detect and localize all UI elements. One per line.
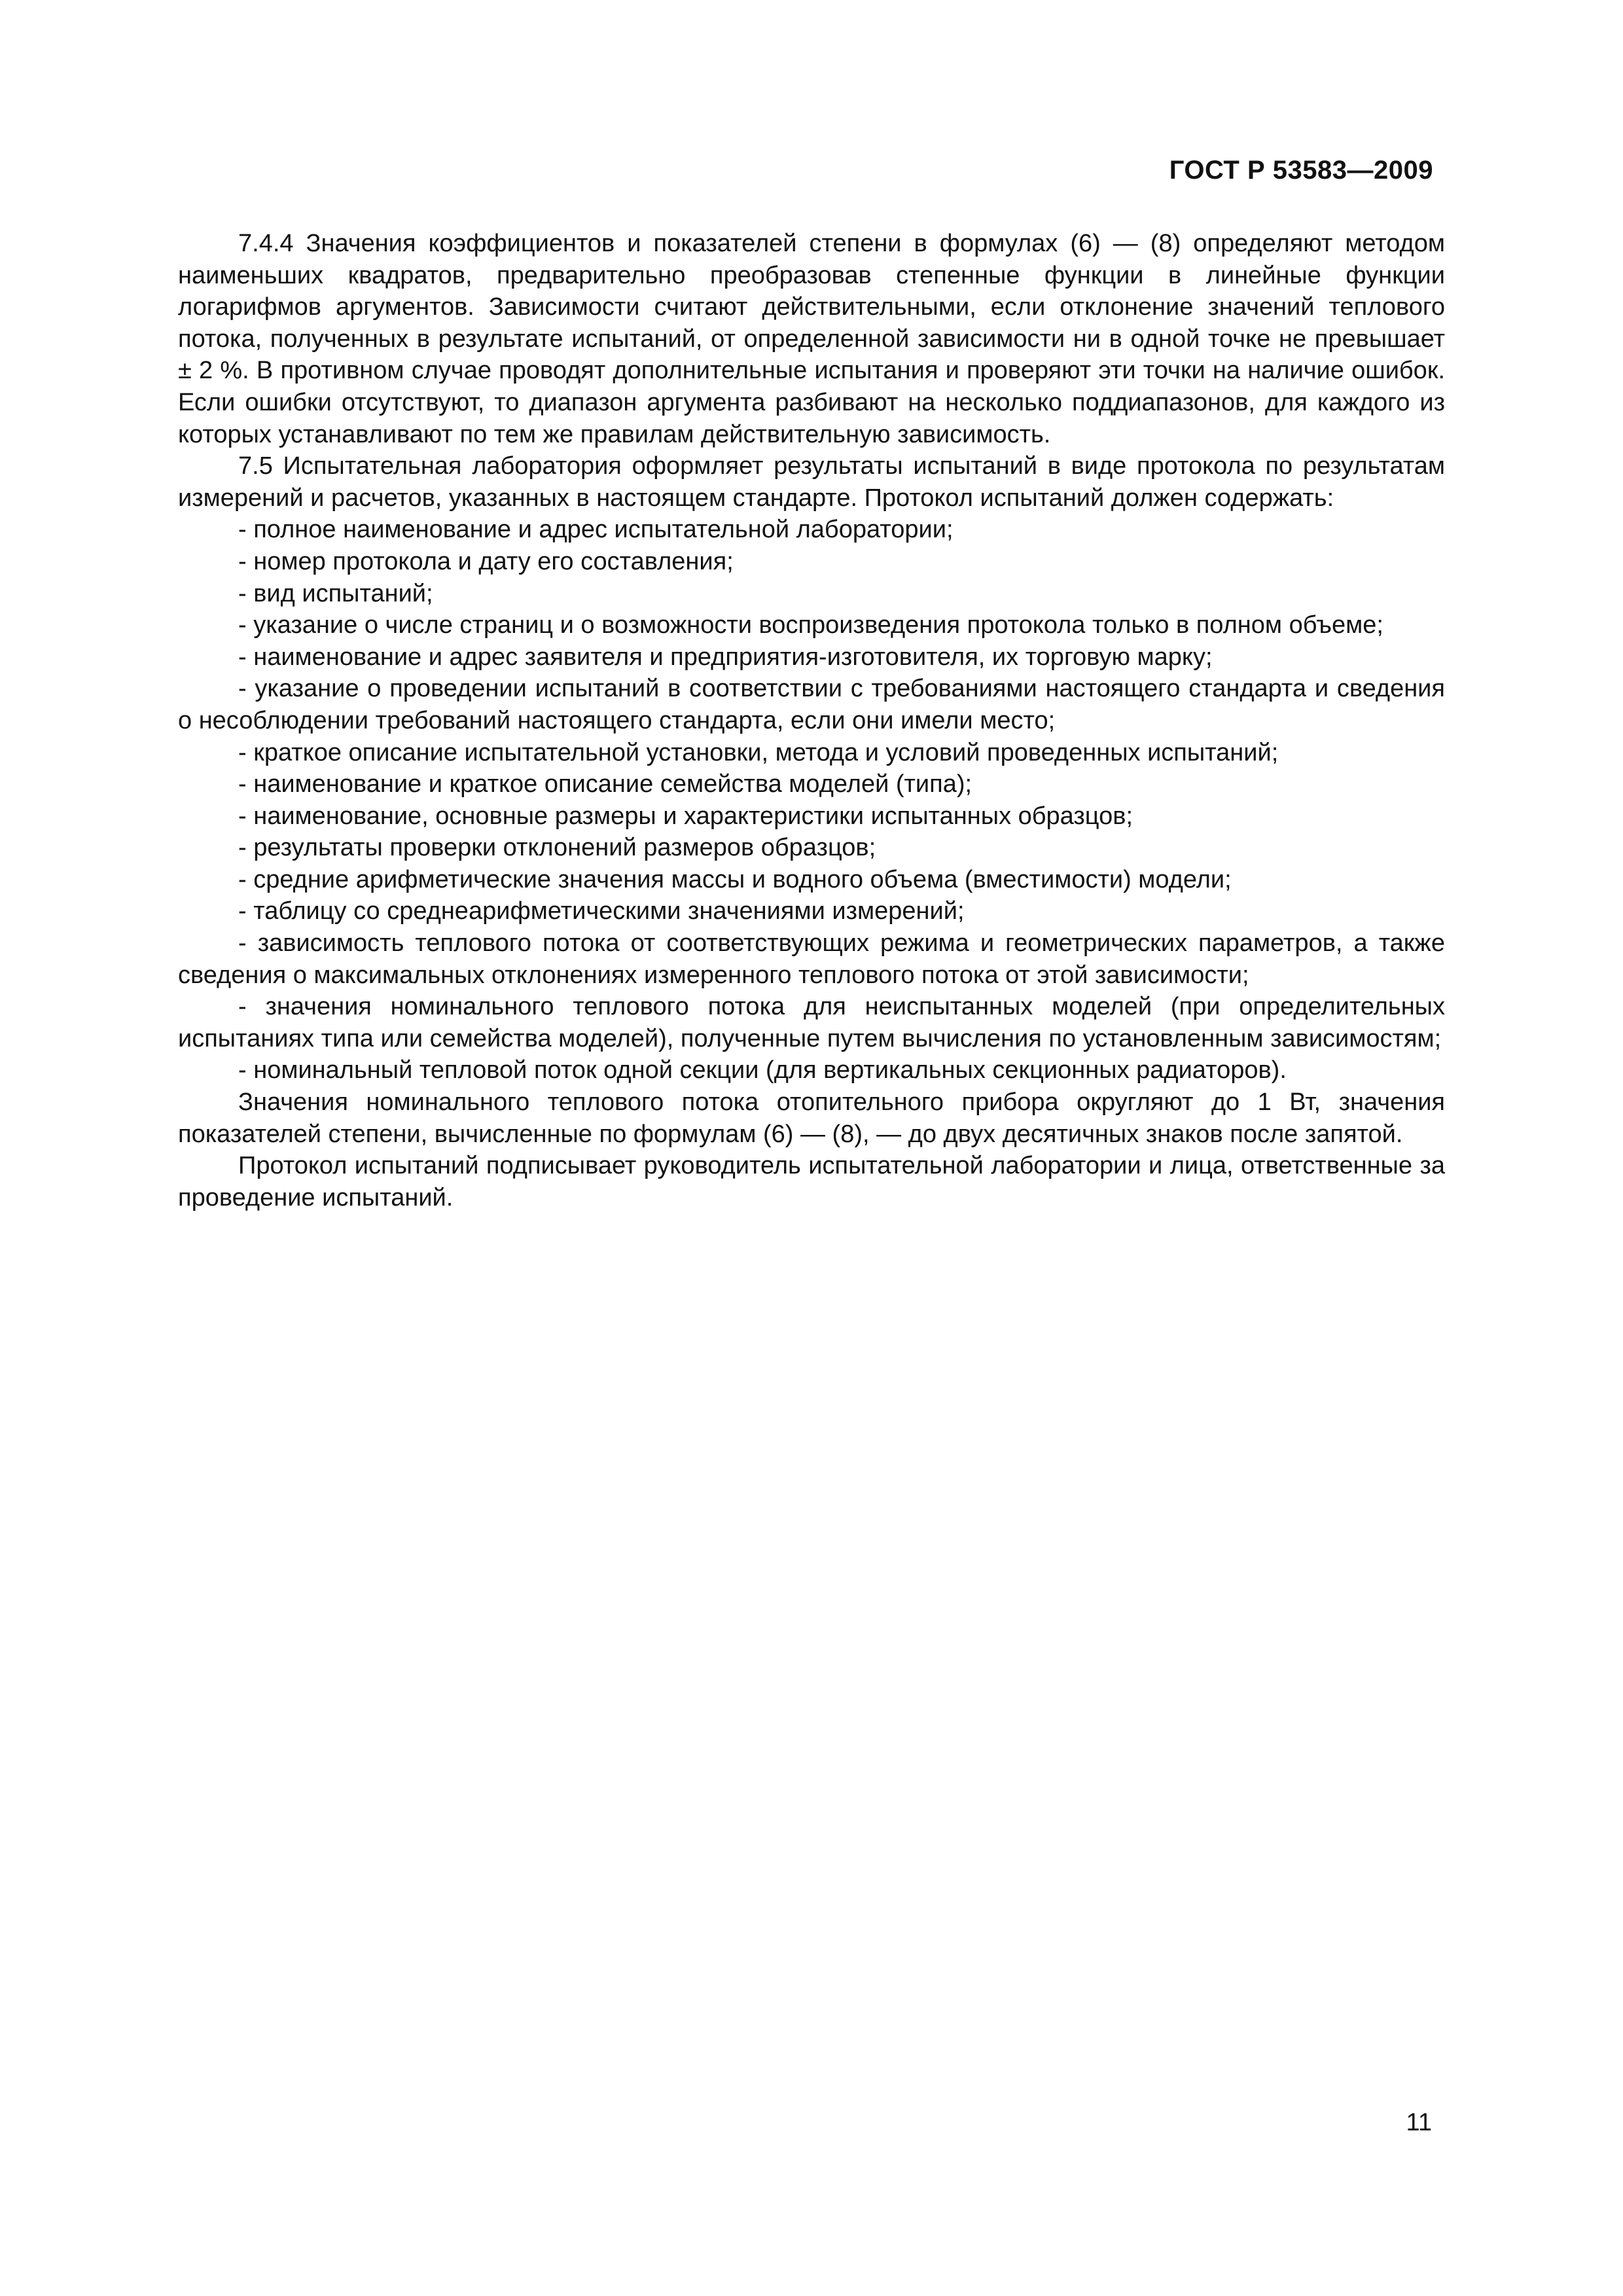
- list-item: - таблицу со среднеарифметическими значениями измерений;: [238, 897, 965, 925]
- paragraph-7-5: 7.5 Испытательная лаборатория оформляет результаты испытаний в виде протокола по результатам измерений и расчетов, указанных в настоящем стандарте. Протокол испытаний должен содержать:: [178, 452, 1445, 512]
- list-item: - полное наименование и адрес испытательной лаборатории;: [238, 516, 954, 544]
- list-item: - значения номинального теплового потока для неиспытанных моделей (при определительных испытаниях типа или семейства моделей), полученные путем вычисления по установленным зависимостям;: [178, 993, 1445, 1052]
- paragraph-rounding: Значения номинального теплового потока отопительного прибора округляют до 1 Вт, значения показателей степени, вычисленные по формулам (6) — (8), — до двух десятичных знаков после запятой.: [178, 1088, 1445, 1148]
- list-item: - вид испытаний;: [238, 579, 433, 607]
- list-item: - зависимость теплового потока от соответствующих режима и геометрических параметров, а также сведения о максимальных отклонениях измеренного теплового потока от этой зависимости;: [178, 929, 1445, 989]
- list-item: - указание о числе страниц и о возможности воспроизведения протокола только в полном объеме;: [238, 611, 1383, 639]
- list-item: - краткое описание испытательной установки, метода и условий проведенных испытаний;: [238, 738, 1279, 766]
- page-number: 11: [1406, 2109, 1432, 2136]
- protocol-requirements-list: [178, 514, 1445, 1086]
- list-item: - указание о проведении испытаний в соответствии с требованиями настоящего стандарта и сведения о несоблюдении требований настоящего стандарта, если они имели место;: [178, 675, 1445, 734]
- list-item: - средние арифметические значения массы и водного объема (вместимости) модели;: [238, 865, 1232, 893]
- paragraph-7-4-4: 7.4.4 Значения коэффициентов и показателей степени в формулах (6) — (8) определяют методом наименьших квадратов, предварительно преобразовав степенные функции в линейные функции логарифмов аргументов. Зависимости считают действительными, если отклонение значений теплового потока, полученных в результате испытаний, от определенной зависимости ни в одной точке не превышает ± 2 %. В противном случае проводят дополнительные испытания и проверяют эти точки на наличие ошибок. Если ошибки отсутствуют, то диапазон аргумента разбивают на несколько поддиапазонов, для каждого из которых устанавливают по тем же правилам действительную зависимость.: [178, 230, 1445, 448]
- list-item: - номинальный тепловой поток одной секции (для вертикальных секционных радиаторов).: [238, 1056, 1287, 1085]
- paragraph-signature: Протокол испытаний подписывает руководитель испытательной лаборатории и лица, ответственные за проведение испытаний.: [178, 1152, 1445, 1211]
- list-item: - наименование и краткое описание семейства моделей (типа);: [238, 770, 972, 798]
- list-item: - результаты проверки отклонений размеров образцов;: [238, 834, 876, 862]
- list-item: - наименование, основные размеры и характеристики испытанных образцов;: [238, 802, 1133, 830]
- list-item: - номер протокола и дату его составления;: [238, 547, 734, 575]
- list-item: - наименование и адрес заявителя и предприятия-изготовителя, их торговую марку;: [238, 643, 1213, 671]
- standard-designation: ГОСТ Р 53583—2009: [1169, 156, 1433, 185]
- document-body: [178, 228, 1445, 1213]
